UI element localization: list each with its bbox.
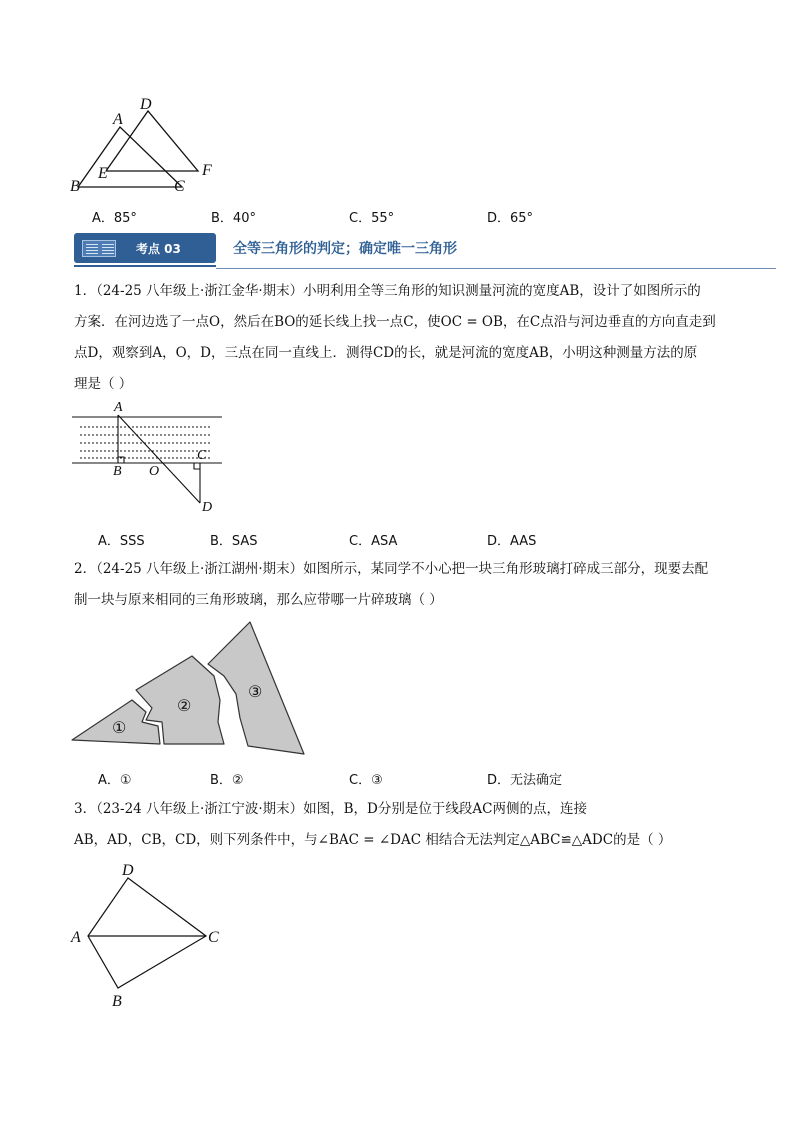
q2-line-2: 制一块与原来相同的三角形玻璃，那么应带哪一片碎玻璃（ ） bbox=[74, 592, 443, 608]
q2-option-b: B．② bbox=[210, 773, 244, 788]
label-a: A bbox=[113, 111, 123, 128]
q2-option-a: A．① bbox=[98, 773, 132, 788]
q1-option-b: B．SAS bbox=[210, 534, 258, 549]
q1-line-3: 点D，观察到A，O，D，三点在同一直线上．测得CD的长，就是河流的宽度AB，小明这种测量方法的原 bbox=[74, 345, 698, 361]
quad-label-b: B bbox=[112, 993, 122, 1010]
section-underline bbox=[74, 265, 216, 267]
q1-option-d: D．AAS bbox=[487, 534, 537, 549]
river-label-d: D bbox=[202, 500, 213, 515]
section-rule bbox=[216, 268, 776, 269]
quad-label-c: C bbox=[208, 929, 219, 946]
q1-option-a: A．SSS bbox=[98, 534, 145, 549]
q2-line-1: 2．（24-25 八年级上·浙江湖州·期末）如图所示，某同学不小心把一块三角形玻璃打碎成三部分，现要去配 bbox=[74, 561, 709, 577]
q2-option-d: D．无法确定 bbox=[487, 773, 563, 788]
q3-line-1: 3．（23-24 八年级上·浙江宁波·期末）如图，B，D分别是位于线段AC两侧的点，连接 bbox=[74, 801, 587, 817]
q1-line-1: 1．（24-25 八年级上·浙江金华·期末）小明利用全等三角形的知识测量河流的宽度AB，设计了如图所示的 bbox=[74, 283, 701, 299]
prev-option-d: D．65° bbox=[487, 211, 534, 226]
section-badge bbox=[74, 233, 216, 263]
label-d: D bbox=[140, 96, 152, 113]
q1-line-4: 理是（ ） bbox=[74, 376, 133, 392]
q1-line-2: 方案．在河边选了一点O，然后在BO的延长线上找一点C，使OC = OB，在C点沿与河边垂直的方向直走到 bbox=[74, 314, 716, 330]
segment-ad bbox=[118, 415, 200, 503]
shard-label-1: ① bbox=[112, 718, 127, 737]
prev-option-c: C．55° bbox=[349, 211, 395, 226]
river-label-a: A bbox=[114, 400, 123, 415]
label-e: E bbox=[98, 165, 108, 182]
quadrilateral-abcd bbox=[88, 878, 206, 988]
prev-option-a: A．85° bbox=[92, 211, 137, 226]
prev-option-b: B．40° bbox=[211, 211, 256, 226]
shard-label-3: ③ bbox=[248, 682, 263, 701]
river-label-c: C bbox=[197, 448, 207, 463]
quadrilateral-figure bbox=[80, 868, 210, 993]
book-icon bbox=[82, 240, 116, 257]
glass-shards-figure bbox=[68, 618, 313, 758]
quad-label-a: A bbox=[71, 929, 81, 946]
label-c: C bbox=[174, 178, 185, 195]
label-b: B bbox=[70, 178, 80, 195]
shard-label-2: ② bbox=[177, 696, 192, 715]
label-f: F bbox=[202, 162, 212, 179]
quad-label-d: D bbox=[122, 862, 134, 879]
river-label-o: O bbox=[149, 464, 160, 479]
river-label-b: B bbox=[113, 464, 122, 479]
q3-line-2: AB，AD，CB，CD，则下列条件中，与∠BAC = ∠DAC 相结合无法判定△ABC≌△ADC的是（ ） bbox=[74, 832, 672, 848]
q1-option-c: C．ASA bbox=[349, 534, 398, 549]
q2-option-c: C．③ bbox=[349, 773, 383, 788]
section-tag: 考点 03 bbox=[136, 242, 181, 256]
section-title: 全等三角形的判定；确定唯一三角形 bbox=[233, 241, 457, 257]
